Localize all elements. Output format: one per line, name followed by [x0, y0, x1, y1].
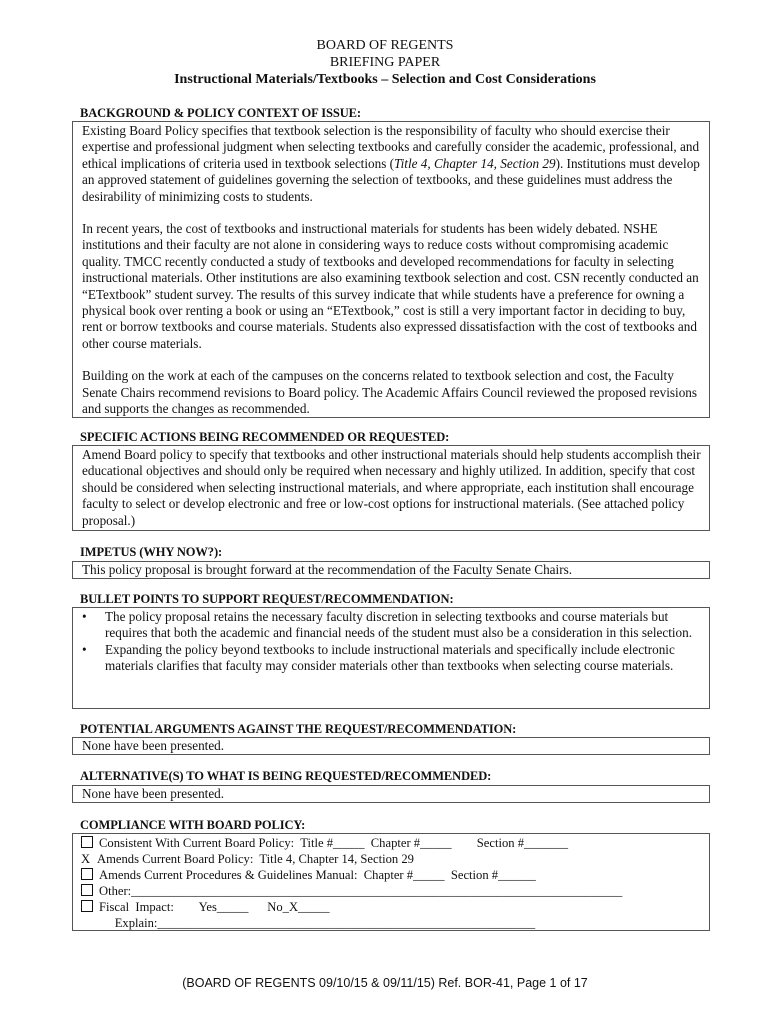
background-paragraph-3: Building on the work at each of the campuses on the concerns related to textbook selection and cost, the Faculty Senate Chairs recommend revisions to Board policy. The Academic Affairs Council reviewed the proposed revisions and supports the changes as recommended.	[82, 368, 698, 417]
list-item: • Expanding the policy beyond textbooks to include instructional materials and specifically include electronic materials clarifies that faculty may consider materials other than textbooks when selecting course materials.	[82, 641, 675, 674]
bullets-heading: BULLET POINTS TO SUPPORT REQUEST/RECOMMENDATION:	[80, 592, 454, 606]
arguments-box	[72, 737, 710, 755]
compliance-heading: COMPLIANCE WITH BOARD POLICY:	[80, 818, 306, 832]
compliance-row-amends-procedures: Amends Current Procedures & Guidelines Manual: Chapter #_____ Section #______	[81, 867, 701, 883]
background-heading: BACKGROUND & POLICY CONTEXT OF ISSUE:	[80, 106, 361, 120]
arguments-text: None have been presented.	[82, 738, 225, 753]
background-paragraph-2: In recent years, the cost of textbooks and instructional materials for students has been widely debated. NSHE institutions and their faculty are not alone in considering ways to reduce costs without compromising academic quality. TMCC recently conducted a study of textbooks and developed recommendations for faculty in selecting instructional materials. Other institutions are also examining textbook selection and cost. CSN recently conducted an “ETextbook” student survey. The results of this survey indicate that while students have a preference for owning a physical book over renting a book or using an “ETextbook,” cost is still a very important factor in deciding to buy, rent or borrow textbooks and course materials. Students also expressed dissatisfaction with the cost of textbooks and other course materials.	[82, 221, 699, 351]
actions-text: Amend Board policy to specify that textbooks and other instructional materials should help students accomplish their educational objectives and should only be required when necessary and highly utilized. In addition, specify that cost should be considered when selecting instructional materials, and where appropriate, each institution shall encourage faculty to select or develop electronic and free or low-cost options for instructional materials. (See attached policy proposal.)	[82, 447, 701, 528]
bullet-icon: •	[82, 609, 87, 624]
alternatives-text: None have been presented.	[82, 786, 225, 801]
alternatives-heading: ALTERNATIVE(S) TO WHAT IS BEING REQUESTED/RECOMMENDED:	[80, 769, 492, 783]
header-line-2: BRIEFING PAPER	[329, 55, 441, 70]
actions-heading: SPECIFIC ACTIONS BEING RECOMMENDED OR REQUESTED:	[80, 430, 450, 444]
bullet-icon: •	[82, 641, 87, 657]
compliance-box	[72, 833, 710, 931]
impetus-heading: IMPETUS (WHY NOW?):	[80, 545, 223, 559]
document-title: Instructional Materials/Textbooks – Selection and Cost Considerations	[174, 72, 596, 87]
x-mark-icon[interactable]: X	[81, 852, 91, 866]
background-box	[72, 121, 710, 418]
header-line-1: BOARD OF REGENTS	[316, 38, 454, 53]
arguments-heading: POTENTIAL ARGUMENTS AGAINST THE REQUEST/RECOMMENDATION:	[80, 722, 517, 736]
list-item: • The policy proposal retains the necessary faculty discretion in selecting textbooks and course materials but requires that both the academic and financial needs of the student must also be a consideration in this selection.	[82, 609, 693, 641]
impetus-box	[72, 561, 710, 579]
checkbox-other[interactable]	[81, 884, 93, 896]
compliance-row-fiscal-impact: Fiscal Impact: Yes_____ No_X_____	[81, 899, 701, 915]
compliance-row-amends-policy: X Amends Current Board Policy: Title 4, Chapter 14, Section 29	[81, 852, 414, 866]
checkbox-consistent[interactable]	[81, 836, 93, 848]
background-paragraph-1: Existing Board Policy specifies that textbook selection is the responsibility of faculty who should exercise their expertise and professional judgment when selecting textbooks and carefully consider the academic, professional, and ethical implications of criteria used in textbook selections (Title 4, Chapter 14, Section 29). Institutions must develop an approved statement of guidelines governing the selection of textbooks, and these guidelines must address the desirability of minimizing costs to students.	[82, 123, 700, 204]
bullet-list	[82, 609, 701, 675]
compliance-row-explain: Explain:____________________________________________________________	[99, 916, 536, 930]
compliance-row-consistent: Consistent With Current Board Policy: Title #_____ Chapter #_____ Section #_______	[81, 835, 701, 851]
bullets-box	[72, 607, 710, 709]
page-footer: (BOARD OF REGENTS 09/10/15 & 09/11/15) Ref. BOR-41, Page 1 of 17	[182, 976, 588, 990]
checkbox-fiscal-impact[interactable]	[81, 900, 93, 912]
checkbox-procedures[interactable]	[81, 868, 93, 880]
policy-reference: Title 4, Chapter 14, Section 29	[394, 155, 556, 171]
alternatives-box	[72, 785, 710, 803]
compliance-row-other: Other:______________________________________________________________________________	[81, 883, 701, 899]
impetus-text: This policy proposal is brought forward at the recommendation of the Faculty Senate Chairs.	[82, 562, 573, 577]
actions-box	[72, 445, 710, 531]
